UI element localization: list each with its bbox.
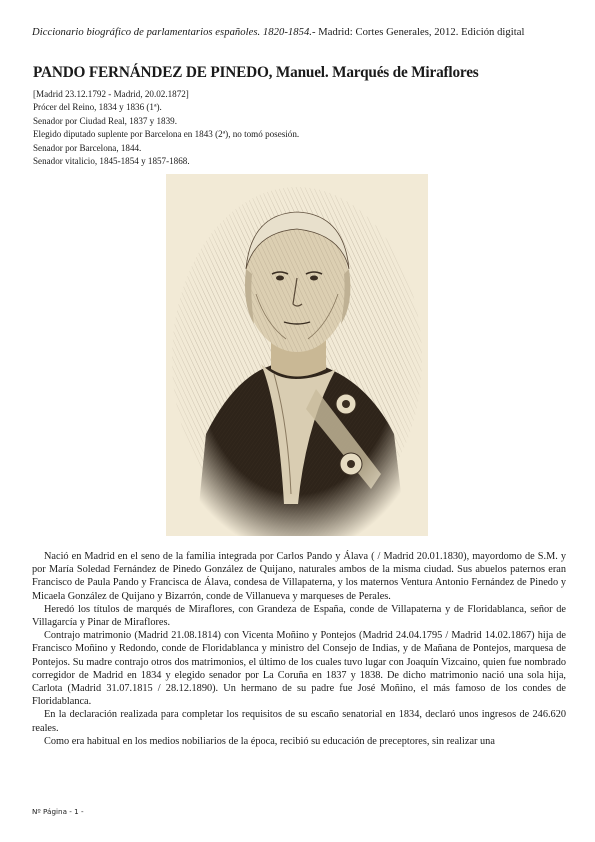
biography-body: [32, 550, 566, 748]
paragraph-origins: Nació en Madrid en el seno de la familia integrada por Carlos Pando y Álava ( / Madrid 20.01.1830), mayordomo de S.M. y por María Soledad Fernández de Pinedo González de Quijano, naturales ambos de la misma ciudad. Sus abuelos paternos eran Francisco de Paula Pando y Francisca de Álava, condesa de Villapaterna, y los maternos Ventura Antonio Fernández de Pinedo y Micaela González de Quijano y Bizarrón, conde de Villanueva y marqueses de Perales.: [32, 551, 566, 602]
paragraph-titles: Heredó los títulos de marqués de Miraflores, con Grandeza de España, conde de Villapaterna y de Floridablanca, señor de Villagarcía y Pinar de Miraflores.: [32, 603, 566, 629]
meta-dates: [Madrid 23.12.1792 - Madrid, 20.02.1872]: [33, 89, 189, 99]
page-number: Nº Página - 1 -: [32, 807, 84, 816]
paragraph-income: En la declaración realizada para completar los requisitos de su escaño senatorial en 1834, declaró unos ingresos de 246.620 reales.: [32, 709, 566, 734]
citation-title: Diccionario biográfico de parlamentarios españoles. 1820-1854.: [32, 27, 312, 38]
paragraph-education: Como era habitual en los medios nobiliarios de la época, recibió su educación de preceptores, sin realizar una: [44, 735, 495, 747]
meta-line: Elegido diputado suplente por Barcelona en 1843 (2ª), no tomó posesión.: [33, 129, 300, 140]
meta-line: Senador vitalicio, 1845-1854 y 1857-1868.: [33, 156, 190, 167]
entry-title: PANDO FERNÁNDEZ DE PINEDO, Manuel. Marqués de Miraflores: [33, 64, 479, 81]
portrait-image: [166, 174, 428, 536]
meta-line: Senador por Ciudad Real, 1837 y 1839.: [33, 115, 177, 126]
meta-line: Senador por Barcelona, 1844.: [33, 142, 142, 153]
paragraph-marriage: Contrajo matrimonio (Madrid 21.08.1814) con Vicenta Moñino y Pontejos (Madrid 24.04.1795 / Madrid 14.02.1867) hija de Francisco Moñino y Redondo, conde de Floridablanca y ministro del Consejo de Indias, y de Mañana de Pontejos, marquesa de Pontejos. Su madre contrajo otros dos matrimonios, el último de los cuales tuvo lugar con Joaquín Vizcaino, quien fue nombrado corregidor de Madrid en 1834 y elegido senador por La Coruña en 1837 y 1838. De dicho matrimonio nació una sola hija, Carlota (Madrid 31.07.1815 / 28.12.1890). Un hermano de su padre fue José Moñino, el más famoso de los condes de Floridablanca.: [32, 630, 566, 708]
portrait-engraving: [166, 174, 428, 536]
citation-header: [32, 27, 572, 38]
meta-line: Prócer del Reino, 1834 y 1836 (1ª).: [33, 102, 162, 113]
entry-meta: [33, 88, 573, 168]
citation-publisher: - Madrid: Cortes Generales, 2012. Edición digital: [312, 27, 525, 38]
